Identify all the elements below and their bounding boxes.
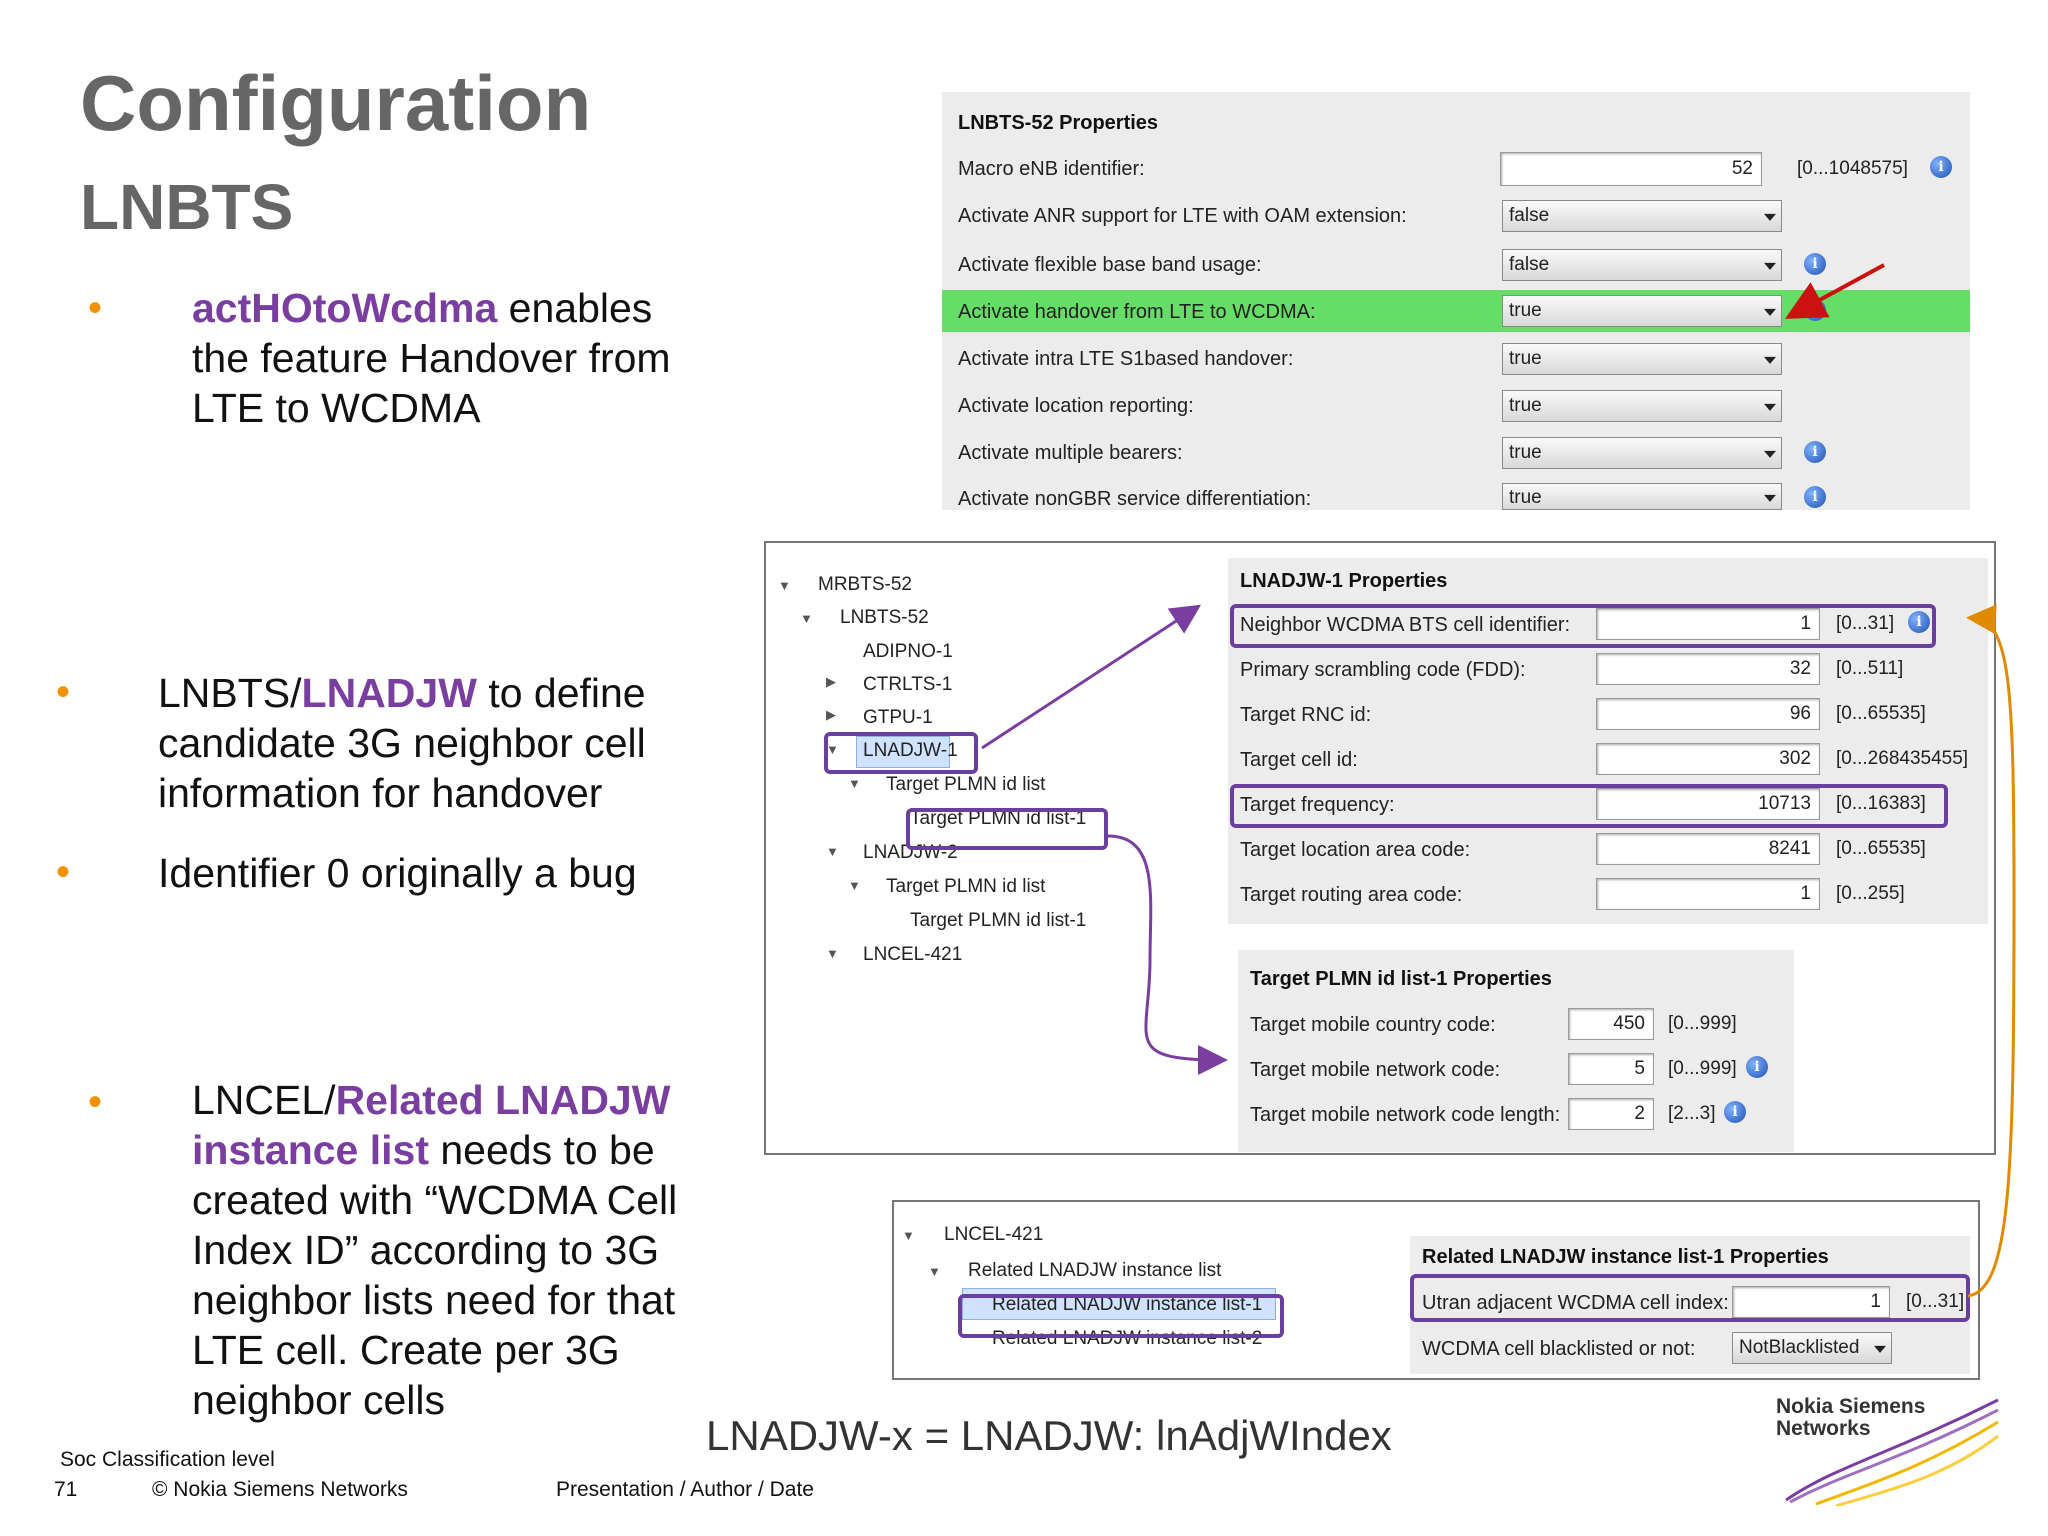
- bullet-dot: •: [56, 670, 71, 714]
- purple-arrow: [1108, 836, 1222, 1060]
- tree-item-mrbts[interactable]: MRBTS-52: [818, 574, 912, 595]
- intra-lte-s1-select[interactable]: true: [1502, 343, 1782, 375]
- location-reporting-select[interactable]: true: [1502, 390, 1782, 422]
- value-range: [0...255]: [1836, 883, 1905, 904]
- property-label: Activate multiple bearers:: [958, 442, 1183, 464]
- property-label: Activate flexible base band usage:: [958, 254, 1262, 276]
- purple-arrow: [982, 608, 1196, 748]
- info-icon[interactable]: i: [1804, 253, 1826, 275]
- value-range: [0...999]: [1668, 1013, 1737, 1034]
- orange-arrow: [1968, 618, 2014, 1296]
- tree-item-lncel[interactable]: LNCEL-421: [863, 944, 963, 965]
- tree-item-related-list[interactable]: Related LNADJW instance list: [968, 1260, 1222, 1281]
- property-label: Target RNC id:: [1240, 704, 1372, 726]
- bullet-dot: •: [56, 850, 71, 894]
- bullet-acthotowcdma: actHOtoWcdma enables the feature Handover from LTE to WCDMA: [192, 285, 671, 431]
- bullet-dot: •: [88, 1080, 103, 1124]
- tree-item-target-plmn-list[interactable]: Target PLMN id list: [886, 774, 1046, 795]
- tree-item-target-plmn-list-1[interactable]: Target PLMN id list-1: [910, 910, 1087, 931]
- target-rac-field[interactable]: 1: [1596, 878, 1820, 910]
- tree-item-target-plmn-list[interactable]: Target PLMN id list: [886, 876, 1046, 897]
- property-label: Target mobile network code length:: [1250, 1104, 1561, 1126]
- mnc-field[interactable]: 5: [1568, 1053, 1654, 1085]
- chevron-down-icon[interactable]: ▼: [848, 878, 861, 893]
- tree-item-target-plmn-list-1[interactable]: Target PLMN id list-1: [910, 808, 1087, 829]
- info-icon[interactable]: i: [1746, 1056, 1768, 1078]
- property-label: Macro eNB identifier:: [958, 158, 1145, 180]
- property-label: Target location area code:: [1240, 839, 1471, 861]
- chevron-down-icon[interactable]: ▼: [826, 742, 839, 757]
- nongbr-select[interactable]: true: [1502, 483, 1782, 510]
- panel-title: Related LNADJW instance list-1 Properties: [1422, 1246, 1829, 1268]
- blacklisted-select[interactable]: NotBlacklisted: [1732, 1332, 1892, 1364]
- flexible-baseband-select[interactable]: false: [1502, 249, 1782, 281]
- property-label: WCDMA cell blacklisted or not:: [1422, 1338, 1696, 1360]
- panel-title: LNADJW-1 Properties: [1240, 570, 1448, 592]
- chevron-right-icon[interactable]: ▶: [826, 674, 836, 689]
- value-range: [0...31]: [1906, 1291, 1965, 1312]
- chevron-right-icon[interactable]: ▶: [826, 707, 836, 722]
- scrambling-code-field[interactable]: 32: [1596, 653, 1820, 685]
- value-range: [0...65535]: [1836, 703, 1926, 724]
- chevron-down-icon[interactable]: ▼: [848, 776, 861, 791]
- classification-label: Soc Classification level: [60, 1448, 275, 1471]
- bullet-dot: •: [88, 286, 103, 330]
- value-range: [0...65535]: [1836, 838, 1926, 859]
- property-label: Activate handover from LTE to WCDMA:: [958, 301, 1316, 323]
- tree-item-gtpu[interactable]: GTPU-1: [863, 707, 933, 728]
- tree-item-lnadjw-2[interactable]: LNADJW-2: [863, 842, 958, 863]
- red-arrow: [1792, 265, 1884, 315]
- property-label: Activate nonGBR service differentiation:: [958, 488, 1312, 510]
- property-label: Activate ANR support for LTE with OAM extension:: [958, 205, 1407, 227]
- handover-lte-wcdma-select[interactable]: true: [1502, 295, 1782, 327]
- mnc-length-field[interactable]: 2: [1568, 1098, 1654, 1130]
- value-range: [0...268435455]: [1836, 748, 1969, 769]
- value-range: [0...1048575]: [1797, 158, 1908, 179]
- target-cell-id-field[interactable]: 302: [1596, 743, 1820, 775]
- chevron-down-icon[interactable]: ▼: [826, 844, 839, 859]
- nsn-logo: Nokia Siemens Networks: [1776, 1396, 2006, 1506]
- slide-title: Configuration: [80, 59, 592, 147]
- target-rnc-field[interactable]: 96: [1596, 698, 1820, 730]
- chevron-down-icon[interactable]: ▼: [800, 611, 813, 626]
- panel-title: Target PLMN id list-1 Properties: [1250, 968, 1552, 990]
- property-label: Primary scrambling code (FDD):: [1240, 659, 1526, 681]
- tree-item-lnbts[interactable]: LNBTS-52: [840, 607, 929, 628]
- bullet-lnadjw: LNBTS/LNADJW to define candidate 3G neighbor cell information for handover: [158, 670, 646, 816]
- value-range: [2...3]: [1668, 1103, 1716, 1124]
- property-label: Utran adjacent WCDMA cell index:: [1422, 1292, 1729, 1314]
- value-range: [0...999]: [1668, 1058, 1737, 1079]
- property-label: Target mobile network code:: [1250, 1059, 1501, 1081]
- tree-item-related-list-2[interactable]: Related LNADJW instance list-2: [992, 1328, 1263, 1349]
- mcc-field[interactable]: 450: [1568, 1008, 1654, 1040]
- info-icon[interactable]: i: [1804, 486, 1826, 508]
- chevron-down-icon[interactable]: ▼: [778, 578, 791, 593]
- neighbor-cell-id-field[interactable]: 1: [1596, 608, 1820, 640]
- chevron-down-icon[interactable]: ▼: [902, 1228, 915, 1243]
- page-number: 71: [54, 1478, 78, 1501]
- tree-item-ctrlts[interactable]: CTRLTS-1: [863, 674, 953, 695]
- target-lac-field[interactable]: 8241: [1596, 833, 1820, 865]
- value-range: [0...31]: [1836, 613, 1895, 634]
- panel-title: LNBTS-52 Properties: [958, 112, 1159, 134]
- tree-item-related-list-1[interactable]: Related LNADJW instance list-1: [992, 1294, 1263, 1315]
- formula-text: LNADJW-x = LNADJW: lnAdjWIndex: [706, 1412, 1392, 1459]
- copyright-text: © Nokia Siemens Networks: [152, 1478, 408, 1501]
- info-icon[interactable]: i: [1908, 611, 1930, 633]
- macro-enb-id-field[interactable]: 52: [1500, 152, 1762, 186]
- target-frequency-field[interactable]: 10713: [1596, 788, 1820, 820]
- tree-item-lnadjw-1[interactable]: LNADJW-1: [863, 740, 958, 761]
- info-icon[interactable]: i: [1930, 156, 1952, 178]
- slide-subtitle: LNBTS: [80, 171, 294, 243]
- info-icon[interactable]: i: [1724, 1101, 1746, 1123]
- property-label: Target routing area code:: [1240, 884, 1463, 906]
- anr-support-select[interactable]: false: [1502, 200, 1782, 232]
- value-range: [0...16383]: [1836, 793, 1926, 814]
- multiple-bearers-select[interactable]: true: [1502, 437, 1782, 469]
- logo-wave-icon: [1776, 1396, 2006, 1506]
- utran-cell-index-field[interactable]: 1: [1732, 1286, 1890, 1318]
- bullet-lncel: LNCEL/Related LNADJW instance list needs to be created with “WCDMA Cell Index ID” according to 3G neighbor lists need for that LTE cell. Create per 3G neighbor cells: [192, 1077, 678, 1423]
- property-label: Target mobile country code:: [1250, 1014, 1496, 1036]
- info-icon[interactable]: i: [1804, 441, 1826, 463]
- bullet-highlight: actHOtoWcdma: [192, 285, 498, 331]
- tree-item-lncel[interactable]: LNCEL-421: [944, 1224, 1044, 1245]
- property-label: Target cell id:: [1240, 749, 1358, 771]
- value-range: [0...511]: [1836, 658, 1904, 679]
- property-label: Target frequency:: [1240, 794, 1395, 816]
- chevron-down-icon[interactable]: ▼: [928, 1264, 941, 1279]
- presentation-info: Presentation / Author / Date: [556, 1478, 814, 1501]
- chevron-down-icon[interactable]: ▼: [826, 946, 839, 961]
- tree-item-adipno[interactable]: ADIPNO-1: [863, 641, 953, 662]
- property-label: Activate location reporting:: [958, 395, 1194, 417]
- bullet-identifier: Identifier 0 originally a bug: [158, 850, 637, 896]
- info-icon[interactable]: i: [1804, 299, 1826, 321]
- property-label: Neighbor WCDMA BTS cell identifier:: [1240, 614, 1571, 636]
- property-label: Activate intra LTE S1based handover:: [958, 348, 1294, 370]
